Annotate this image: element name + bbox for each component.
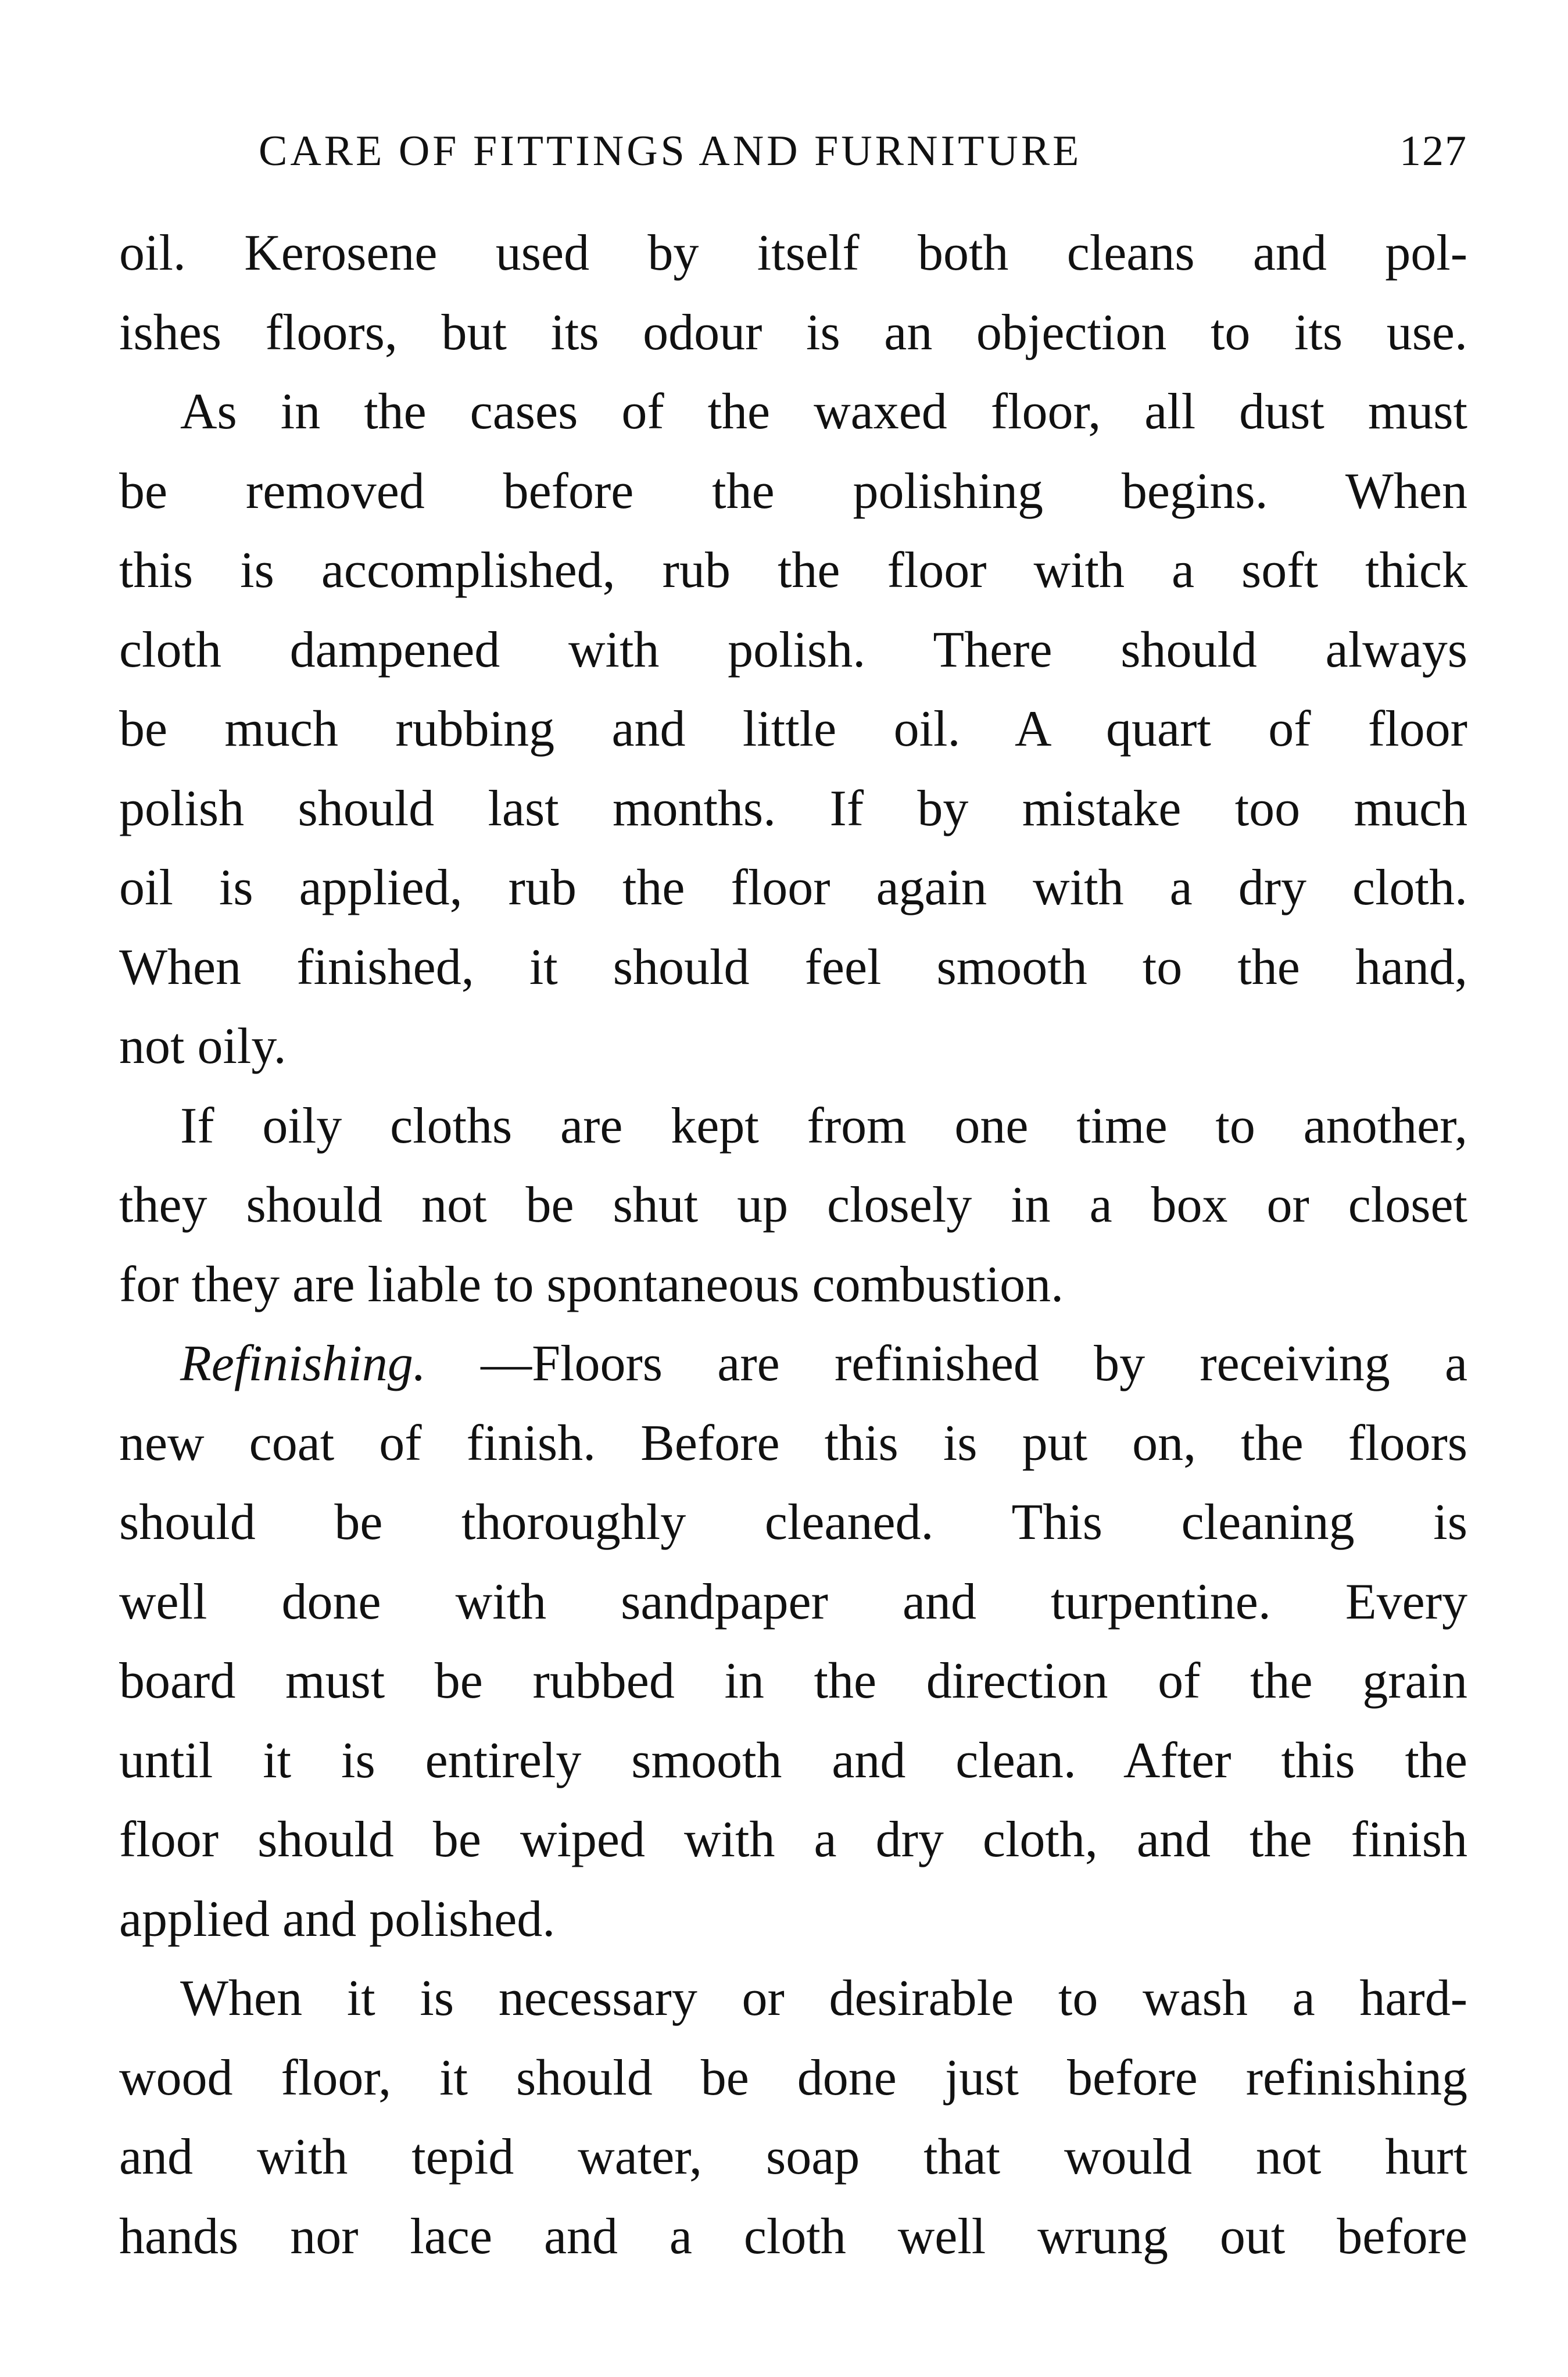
line-text: If oily cloths are kept from one time to another, <box>180 1097 1467 1154</box>
text-line <box>119 690 1467 769</box>
body-text <box>119 214 1467 2276</box>
line-text: they should not be shut up closely in a box or closet <box>119 1177 1467 1233</box>
text-line <box>119 1880 1467 1960</box>
text-line <box>119 1642 1467 1721</box>
text-line <box>119 1800 1467 1880</box>
line-text: new coat of finish. Before this is put on, the floors <box>119 1415 1467 1472</box>
section-heading: Refinishing. <box>180 1336 426 1392</box>
text-line <box>119 1959 1467 2039</box>
line-text: When it is necessary or desirable to wash a hard- <box>180 1970 1467 2027</box>
line-text: until it is entirely smooth and clean. After this the <box>119 1732 1467 1789</box>
text-line <box>119 373 1467 452</box>
text-line <box>119 452 1467 532</box>
text-line <box>119 2197 1467 2277</box>
line-text: applied and polished. <box>119 1891 556 1948</box>
line-text: well done with sandpaper and turpentine. Every <box>119 1573 1467 1630</box>
running-title: CARE OF FITTINGS AND FURNITURE <box>259 127 1082 175</box>
line-text: ishes floors, but its odour is an objection to its use. <box>119 304 1467 361</box>
text-line <box>119 531 1467 611</box>
text-line <box>119 1721 1467 1801</box>
text-line <box>119 1483 1467 1563</box>
text-line <box>119 2039 1467 2118</box>
text-line <box>119 769 1467 849</box>
line-text: When finished, it should feel smooth to the hand, <box>119 939 1467 996</box>
line-text: oil. Kerosene used by itself both cleans and pol- <box>119 225 1467 281</box>
text-line <box>119 293 1467 373</box>
text-line <box>119 1404 1467 1484</box>
line-text: —Floors are refinished by receiving a <box>425 1336 1467 1392</box>
line-text: floor should be wiped with a dry cloth, and the finish <box>119 1812 1467 1868</box>
line-text: not oily. <box>119 1018 287 1075</box>
running-head <box>119 119 1467 183</box>
text-line <box>119 1245 1467 1325</box>
line-text: board must be rubbed in the direction of the grain <box>119 1653 1467 1709</box>
line-text: polish should last months. If by mistake too much <box>119 780 1467 837</box>
text-line <box>119 1007 1467 1087</box>
page-number: 127 <box>1399 127 1467 175</box>
text-line <box>119 849 1467 928</box>
text-line <box>119 1324 1467 1404</box>
line-text: wood floor, it should be done just before refinishing <box>119 2049 1467 2106</box>
line-text: As in the cases of the waxed floor, all dust must <box>180 384 1467 440</box>
line-text: hands nor lace and a cloth well wrung out before <box>119 2208 1467 2265</box>
line-text: for they are liable to spontaneous combustion. <box>119 1256 1064 1313</box>
text-line <box>119 1166 1467 1245</box>
text-line <box>119 1087 1467 1166</box>
text-line <box>119 214 1467 293</box>
text-line <box>119 1563 1467 1642</box>
line-text: be removed before the polishing begins. When <box>119 463 1467 520</box>
line-text: and with tepid water, soap that would not hurt <box>119 2129 1467 2185</box>
text-line <box>119 2118 1467 2197</box>
line-text: should be thoroughly cleaned. This cleaning is <box>119 1494 1467 1551</box>
text-line <box>119 611 1467 690</box>
text-line <box>119 928 1467 1008</box>
line-text: this is accomplished, rub the floor with a soft thick <box>119 542 1467 599</box>
line-text: oil is applied, rub the floor again with a dry cloth. <box>119 860 1467 916</box>
line-text: be much rubbing and little oil. A quart of floor <box>119 701 1467 757</box>
line-text: cloth dampened with polish. There should always <box>119 621 1467 678</box>
